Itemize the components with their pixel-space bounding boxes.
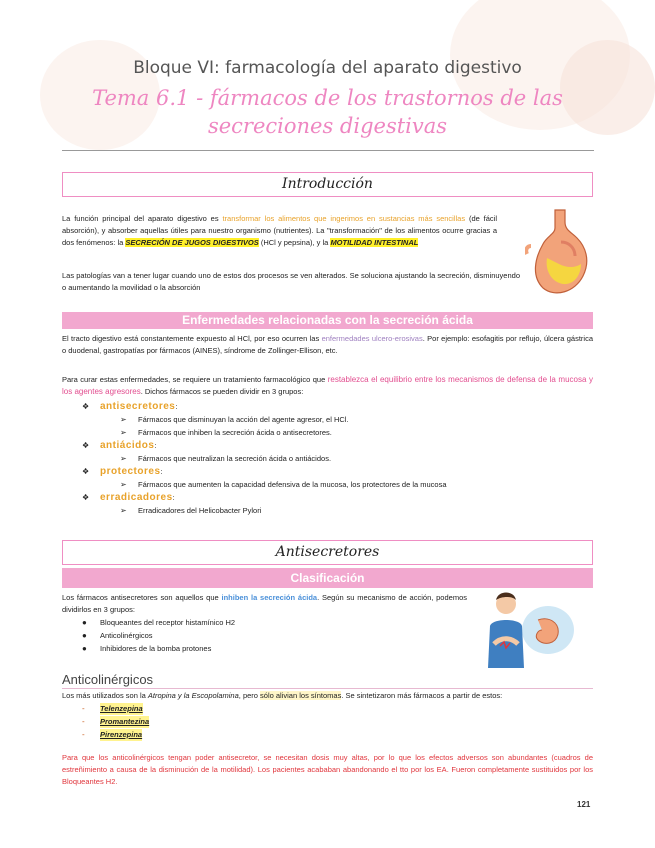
dash-bullet-icon: - [82,704,85,713]
group-subitem: ➢ Erradicadores del Helicobacter Pylori [120,506,262,515]
dash-bullet-icon: - [82,730,85,739]
enfermedades-band: Enfermedades relacionadas con la secreción ácida [62,312,593,329]
tema-title: Tema 6.1 - fármacos de los trastornos de las secreciones digestivas [92,86,563,138]
drug-item: - Pirenzepina [82,730,143,739]
intro-paragraph-1: La función principal del aparato digestivo es transformar los alimentos que ingerimos en sustancias más sencillas (de fácil absorción), y absorber aquellas útiles para nuestro organismo (nutrientes). La "transformación" de los alimentos ocurre gracias a dos fenómenos: la SECRECIÓN DE JUGOS DIGESTIVOS (HCl y pepsina), y la MOTILIDAD INTESTINAL [62,214,497,247]
anticolinergicos-paragraph: Los más utilizados son la Atropina y la Escopolamina, pero sólo alivian los síntomas. Se sintetizaron más fármacos a partir de estos: [62,691,503,700]
antisecretores-heading: Antisecretores [62,540,593,565]
list-item: ● Bloqueantes del receptor histamínico H2 [82,618,236,627]
group-item: ❖ antisecretores: [82,401,178,412]
clasificacion-band: Clasificación [62,568,593,588]
group-item: ❖ erradicadores: [82,492,175,503]
group-subitem: ➢ Fármacos que disminuyan la acción del agente agresor, el HCl. [120,415,349,424]
antisecretores-paragraph: Los fármacos antisecretores son aquellos que inhiben la secreción ácida. Según su mecanismo de acción, podemos dividirlos en 3 grupos: [62,593,467,614]
drug-list [62,703,593,742]
group-subitem: ➢ Fármacos que inhiben la secreción ácida o antisecretores. [120,428,332,437]
groups-list [62,401,593,518]
intro-paragraph-2: Las patologías van a tener lugar cuando uno de estos dos procesos se ven alterados. Se soluciona ajustando la secreción, disminuyendo o aumentando la movilidad o la absorción [62,271,520,292]
group-item: ❖ protectores: [82,466,163,477]
title-divider [62,150,594,151]
arrow-bullet-icon: ➢ [120,428,127,437]
page-number: 121 [577,800,591,809]
anticolinergicos-title: Anticolinérgicos [62,672,154,687]
list-item: ● Anticolinérgicos [82,631,153,640]
diamond-bullet-icon: ❖ [82,441,90,450]
dot-bullet-icon: ● [82,644,87,653]
drug-item: - Promantezina [82,717,150,726]
dot-bullet-icon: ● [82,631,87,640]
group-subitem: ➢ Fármacos que aumenten la capacidad defensiva de la mucosa, los protectores de la mucosa [120,480,447,489]
list-item: ● Inhibidores de la bomba protones [82,644,212,653]
stomach-illustration [525,206,593,296]
drug-item: - Telenzepina [82,704,143,713]
diamond-bullet-icon: ❖ [82,493,90,502]
diamond-bullet-icon: ❖ [82,402,90,411]
intro-heading: Introducción [62,172,593,197]
group-subitem: ➢ Fármacos que neutralizan la secreción ácida o antiácidos. [120,454,332,463]
anticolinergicos-divider [62,688,593,689]
dot-bullet-icon: ● [82,618,87,627]
anticolinergicos-note: Para que los anticolinérgicos tengan poder antisecretor, se necesitan dosis muy altas, por lo que los efectos adversos son abundantes (cuadros de estreñimiento a causa de la disminución de la motilidad). Los pacientes acababan abandonando el tto por los EA. Fueron completamente sustituidos por los Bloqueantes H2. [62,753,593,786]
dash-bullet-icon: - [82,717,85,726]
arrow-bullet-icon: ➢ [120,506,127,515]
arrow-bullet-icon: ➢ [120,454,127,463]
group-item: ❖ antiácidos: [82,440,157,451]
enfermedades-paragraph-2: Para curar estas enfermedades, se requiere un tratamiento farmacológico que restablezca el equilibrio entre los mecanismos de defensa de la mucosa y los agentes agresores. Dichos fármacos se pueden dividir en 3 grupos: [62,375,593,396]
patient-stomach-illustration [478,586,578,668]
arrow-bullet-icon: ➢ [120,480,127,489]
enfermedades-paragraph-1: El tracto digestivo está constantemente expuesto al HCl, por eso ocurren las enfermedades ulcero-erosivas. Por ejemplo: esofagitis por reflujo, úlcera gástrica o duodenal, gastropatías por fármacos (AINES), síndrome de Zollinger-Ellison, etc. [62,334,593,355]
arrow-bullet-icon: ➢ [120,415,127,424]
diamond-bullet-icon: ❖ [82,467,90,476]
bloque-title: Bloque VI: farmacología del aparato digestivo [133,58,522,78]
